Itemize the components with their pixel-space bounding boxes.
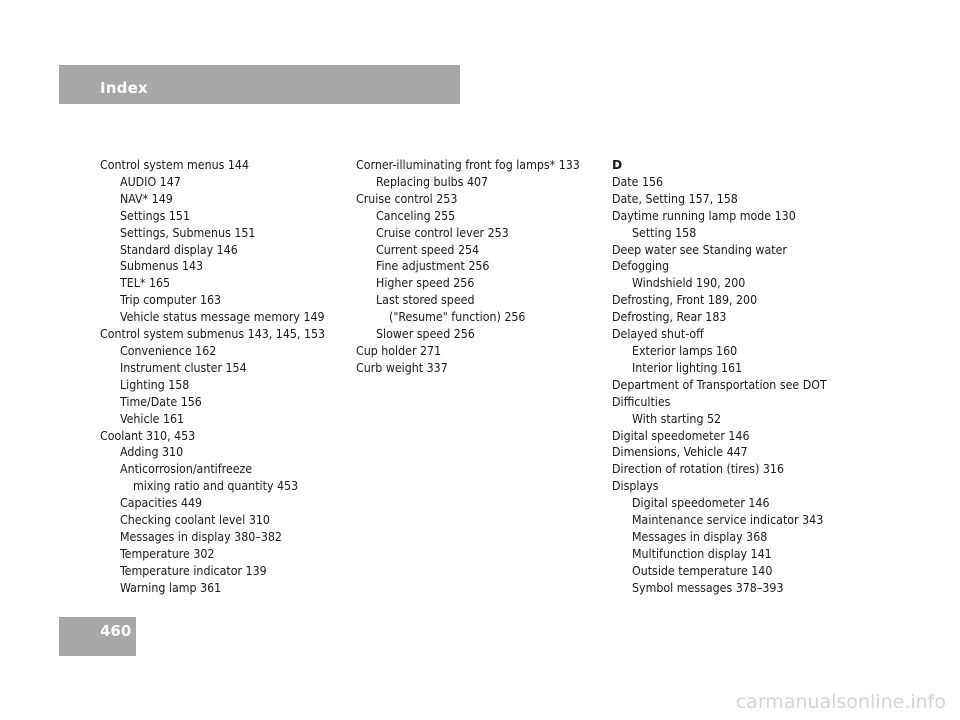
index-subentry: Last stored speed bbox=[376, 293, 475, 308]
index-entry: Department of Transportation see DOT bbox=[612, 377, 827, 392]
index-subentry: Temperature 302 bbox=[120, 546, 215, 561]
index-subentry: Slower speed 256 bbox=[376, 327, 475, 342]
index-subentry: Vehicle 161 bbox=[120, 411, 185, 426]
index-subentry: Messages in display 380–382 bbox=[120, 529, 282, 544]
index-subentry: Fine adjustment 256 bbox=[376, 259, 490, 274]
index-subentry: Warning lamp 361 bbox=[120, 580, 222, 595]
index-subentry: Standard display 146 bbox=[120, 242, 238, 257]
index-entry: Defogging bbox=[612, 259, 670, 274]
index-subentry: ("Resume" function) 256 bbox=[389, 310, 526, 325]
index-subentry: Maintenance service indicator 343 bbox=[632, 513, 824, 528]
index-subentry: Exterior lamps 160 bbox=[632, 343, 738, 358]
index-subentry: AUDIO 147 bbox=[120, 174, 181, 189]
index-subentry: Outside temperature 140 bbox=[632, 563, 773, 578]
index-column-3 bbox=[612, 157, 862, 597]
index-subentry: Trip computer 163 bbox=[120, 293, 222, 308]
index-subentry: Messages in display 368 bbox=[632, 529, 768, 544]
index-column-1 bbox=[100, 157, 350, 597]
index-subentry: TEL* 165 bbox=[120, 276, 171, 291]
index-entry: Coolant 310, 453 bbox=[100, 428, 196, 443]
index-entry: Corner-illuminating front fog lamps* 133 bbox=[356, 158, 580, 172]
index-subentry: Cruise control lever 253 bbox=[376, 225, 509, 240]
index-subentry: Settings 151 bbox=[120, 208, 191, 223]
index-subentry: Current speed 254 bbox=[376, 242, 480, 257]
index-subentry: Convenience 162 bbox=[120, 343, 217, 358]
index-subentry: Digital speedometer 146 bbox=[632, 496, 770, 511]
index-column-2 bbox=[356, 157, 606, 377]
index-subentry: Capacities 449 bbox=[120, 496, 203, 511]
index-subentry: Temperature indicator 139 bbox=[120, 563, 267, 578]
index-subentry: Multifunction display 141 bbox=[632, 546, 772, 561]
index-entry: Dimensions, Vehicle 447 bbox=[612, 445, 748, 460]
index-entry: Delayed shut-off bbox=[612, 327, 704, 342]
index-subentry: Windshield 190, 200 bbox=[632, 276, 746, 291]
watermark: carmanualsonline.info bbox=[735, 691, 946, 713]
index-entry: Direction of rotation (tires) 316 bbox=[612, 462, 785, 477]
index-subentry: Settings, Submenus 151 bbox=[120, 225, 256, 240]
index-subentry: Vehicle status message memory 149 bbox=[120, 310, 325, 325]
index-entry: Date, Setting 157, 158 bbox=[612, 191, 738, 206]
index-subentry: Adding 310 bbox=[120, 445, 184, 460]
index-subentry: NAV* 149 bbox=[120, 191, 173, 206]
index-subentry: Setting 158 bbox=[632, 225, 697, 240]
index-subentry: With starting 52 bbox=[632, 411, 722, 426]
index-subentry: Replacing bulbs 407 bbox=[376, 174, 489, 189]
index-entry: Control system menus 144 bbox=[100, 158, 249, 172]
index-entry: Cruise control 253 bbox=[356, 191, 458, 206]
index-subentry: Submenus 143 bbox=[120, 259, 204, 274]
index-entry: Displays bbox=[612, 479, 659, 494]
index-subentry: Higher speed 256 bbox=[376, 276, 475, 291]
index-subentry: mixing ratio and quantity 453 bbox=[133, 479, 299, 494]
index-entry: Control system submenus 143, 145, 153 bbox=[100, 327, 326, 342]
page-title: Index bbox=[100, 79, 148, 97]
page-number-box bbox=[59, 617, 136, 656]
index-subentry: Instrument cluster 154 bbox=[120, 360, 247, 375]
index-section-letter: D bbox=[612, 158, 623, 172]
header-bar bbox=[59, 65, 460, 104]
index-subentry: Symbol messages 378–393 bbox=[632, 580, 784, 595]
index-subentry: Anticorrosion/antifreeze bbox=[120, 462, 253, 477]
index-subentry: Time/Date 156 bbox=[120, 394, 202, 409]
index-subentry: Checking coolant level 310 bbox=[120, 513, 270, 528]
index-subentry: Interior lighting 161 bbox=[632, 360, 743, 375]
index-entry: Deep water see Standing water bbox=[612, 242, 787, 257]
index-entry: Difficulties bbox=[612, 394, 671, 409]
index-entry: Daytime running lamp mode 130 bbox=[612, 208, 796, 223]
index-subentry: Lighting 158 bbox=[120, 377, 190, 392]
index-entry: Defrosting, Rear 183 bbox=[612, 310, 727, 325]
index-entry: Digital speedometer 146 bbox=[612, 428, 750, 443]
index-entry: Defrosting, Front 189, 200 bbox=[612, 293, 758, 308]
index-entry: Date 156 bbox=[612, 174, 664, 189]
index-subentry: Canceling 255 bbox=[376, 208, 456, 223]
page-number: 460 bbox=[100, 622, 132, 640]
index-entry: Cup holder 271 bbox=[356, 343, 442, 358]
index-entry: Curb weight 337 bbox=[356, 360, 448, 375]
